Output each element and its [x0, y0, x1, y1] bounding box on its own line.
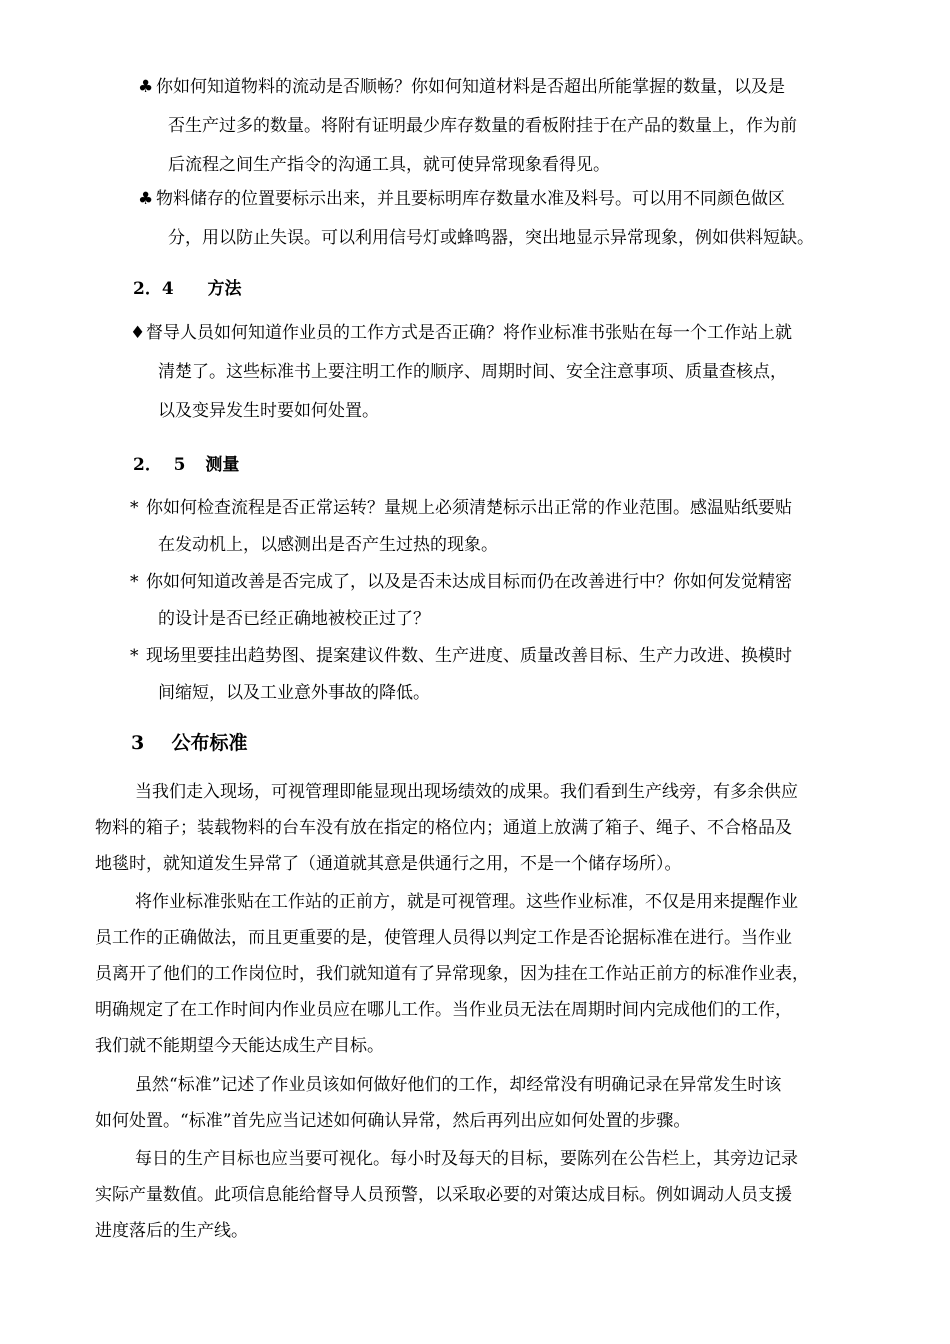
paragraph-line: 虽然“标准”记述了作业员该如何做好他们的工作，却经常没有明确记录在异常发生时该	[135, 1075, 782, 1095]
list-item	[130, 314, 890, 431]
list-item-line: 你如何检查流程是否正常运转？量规上必须清楚标示出正常的作业范围。感温贴纸要贴	[146, 498, 792, 518]
list-item	[130, 564, 890, 638]
list-item-line: 你如何知道改善是否完成了，以及是否未达成目标而仍在改善进行中？你如何发觉精密	[146, 572, 792, 592]
list-item-line: 在发动机上，以感测出是否产生过热的现象。	[158, 535, 498, 555]
list-item-line: 的设计是否已经正确地被校正过了？	[158, 609, 430, 629]
paragraph-line: 如何处置。“标准”首先应当记述如何确认异常，然后再列出应如何处置的步骤。	[95, 1111, 691, 1131]
section-number: 2． 5	[133, 455, 186, 475]
paragraph-line: 地毯时，就知道发生异常了（通道就其意是供通行之用，不是一个储存场所）。	[95, 854, 682, 874]
asterisk-bullet-icon: *	[130, 572, 139, 592]
section-number: 2．4	[133, 279, 174, 299]
list-item-line: 否生产过多的数量。将附有证明最少库存数量的看板附挂于在产品的数量上，作为前	[168, 116, 797, 136]
section-heading-3	[131, 728, 248, 755]
paragraph-line: 将作业标准张贴在工作站的正前方，就是可视管理。这些作业标准，不仅是用来提醒作业	[135, 892, 798, 912]
list-item	[138, 180, 898, 258]
list-item-line: 督导人员如何知道作业员的工作方式是否正确？将作业标准书张贴在每一个工作站上就	[146, 323, 792, 343]
paragraph-line: 进度落后的生产线。	[95, 1221, 248, 1241]
section-title: 公布标准	[171, 732, 248, 754]
list-item-line: 你如何知道物料的流动是否顺畅？你如何知道材料是否超出所能掌握的数量，以及是	[156, 77, 785, 97]
section-title: 测量	[205, 455, 240, 475]
list-item-line: 以及变异发生时要如何处置。	[158, 401, 379, 421]
list-item-line: 现场里要挂出趋势图、提案建议件数、生产进度、质量改善目标、生产力改进、换模时	[146, 646, 792, 666]
list-item	[130, 638, 890, 712]
list-item	[130, 490, 890, 564]
club-bullet-icon: ♣	[138, 189, 154, 209]
list-item-line: 清楚了。这些标准书上要注明工作的顺序、周期时间、安全注意事项、质量查核点，	[158, 362, 787, 382]
section-number: 3	[131, 732, 145, 754]
body-paragraph	[95, 1141, 885, 1249]
paragraph-line: 实际产量数值。此项信息能给督导人员预警，以采取必要的对策达成目标。例如调动人员支援	[95, 1185, 792, 1205]
list-item-line: 后流程之间生产指令的沟通工具，就可使异常现象看得见。	[168, 155, 610, 175]
paragraph-line: 员离开了他们的工作岗位时，我们就知道有了异常现象，因为挂在工作站正前方的标准作业表，	[95, 964, 809, 984]
body-paragraph	[95, 774, 885, 882]
diamond-bullet-icon: ♦	[130, 323, 146, 343]
body-paragraph	[95, 1067, 885, 1139]
section-heading-2-5	[133, 450, 239, 475]
body-paragraph	[95, 884, 885, 1064]
list-item-line: 间缩短，以及工业意外事故的降低。	[158, 683, 430, 703]
club-bullet-icon: ♣	[138, 77, 154, 97]
list-item-line: 物料储存的位置要标示出来，并且要标明库存数量水准及料号。可以用不同颜色做区	[156, 189, 785, 209]
paragraph-line: 明确规定了在工作时间内作业员应在哪儿工作。当作业员无法在周期时间内完成他们的工作，	[95, 1000, 792, 1020]
paragraph-line: 物料的箱子；装载物料的台车没有放在指定的格位内；通道上放满了箱子、绳子、不合格品及	[95, 818, 792, 838]
section-heading-2-4	[133, 274, 242, 299]
list-item-line: 分，用以防止失误。可以利用信号灯或蜂鸣器，突出地显示异常现象，例如供料短缺。	[168, 228, 814, 248]
asterisk-bullet-icon: *	[130, 498, 139, 518]
asterisk-bullet-icon: *	[130, 646, 139, 666]
paragraph-line: 员工作的正确做法，而且更重要的是，使管理人员得以判定工作是否论据标准在进行。当作业	[95, 928, 792, 948]
paragraph-line: 我们就不能期望今天能达成生产目标。	[95, 1036, 384, 1056]
section-title: 方法	[207, 279, 242, 299]
paragraph-line: 当我们走入现场，可视管理即能显现出现场绩效的成果。我们看到生产线旁，有多余供应	[135, 782, 798, 802]
list-item	[138, 68, 888, 185]
paragraph-line: 每日的生产目标也应当要可视化。每小时及每天的目标，要陈列在公告栏上，其旁边记录	[135, 1149, 798, 1169]
